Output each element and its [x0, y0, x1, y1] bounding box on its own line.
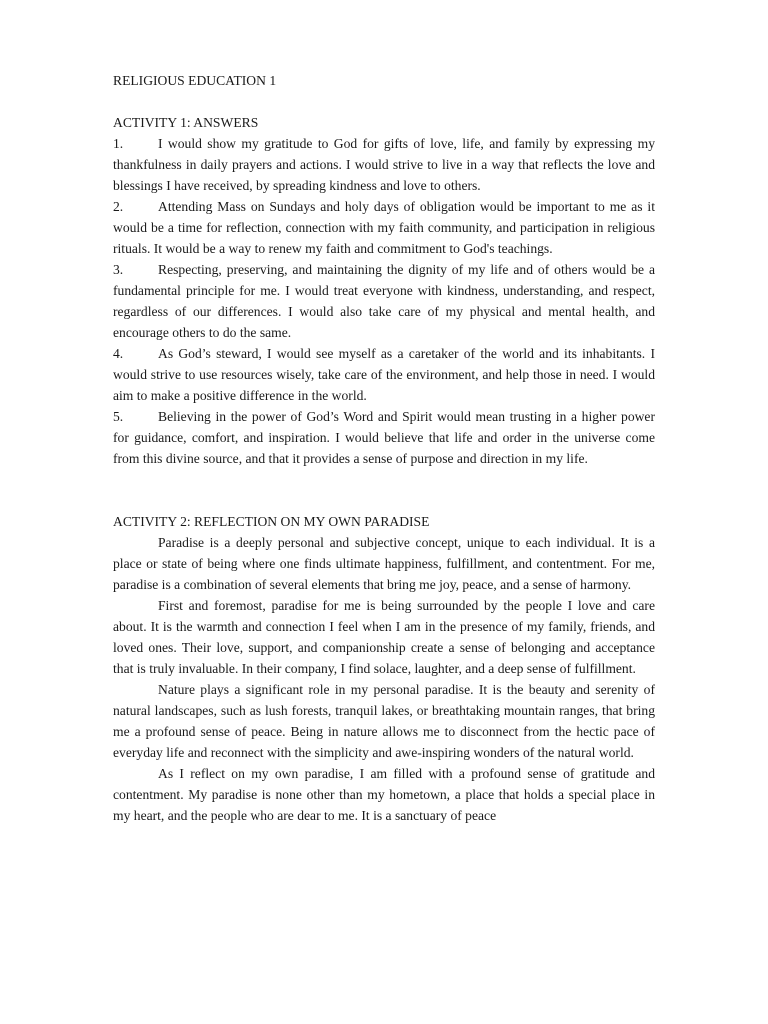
reflection-paragraph: Paradise is a deeply personal and subjective concept, unique to each individual. It is a place or state of being where one finds ultimate happiness, fulfillment, and contentment. For me, paradise is a combination of several elements that bring me joy, peace, and a sense of harmony. — [113, 535, 655, 592]
answer-item — [113, 133, 655, 196]
activity1-answers — [113, 133, 655, 469]
answer-item — [113, 343, 655, 406]
answer-text: As God’s steward, I would see myself as a caretaker of the world and its inhabitants. I would strive to use resources wisely, take care of the environment, and help those in need. I would aim to make a positive difference in the world. — [113, 346, 655, 403]
answer-text: Respecting, preserving, and maintaining the dignity of my life and of others would be a fundamental principle for me. I would treat everyone with kindness, understanding, and respect, regardless of our differences. I would also take care of my physical and mental health, and encourage others to do the same. — [113, 262, 655, 340]
answer-text: Believing in the power of God’s Word and Spirit would mean trusting in a higher power for guidance, comfort, and inspiration. I would believe that life and order in the universe come from this divine source, and that it provides a sense of purpose and direction in my life. — [113, 409, 655, 466]
document-page — [113, 70, 655, 826]
reflection-paragraph: First and foremost, paradise for me is being surrounded by the people I love and care about. It is the warmth and connection I feel when I am in the presence of my family, friends, and loved ones. Their love, support, and companionship create a sense of belonging and acceptance that is truly invaluable. In their company, I find solace, laughter, and a deep sense of fulfillment. — [113, 598, 655, 676]
answer-number: 1. — [113, 136, 124, 151]
answer-number: 4. — [113, 346, 124, 361]
answer-item — [113, 259, 655, 343]
reflection-paragraph: Nature plays a significant role in my personal paradise. It is the beauty and serenity of natural landscapes, such as lush forests, tranquil lakes, or breathtaking mountain ranges, that bring me a profound sense of peace. Being in nature allows me to disconnect from the hectic pace of everyday life and reconnect with the simplicity and awe-inspiring wonders of the natural world. — [113, 682, 655, 760]
answer-number: 5. — [113, 409, 124, 424]
activity2-heading: ACTIVITY 2: REFLECTION ON MY OWN PARADISE — [113, 514, 430, 529]
reflection-paragraph: As I reflect on my own paradise, I am filled with a profound sense of gratitude and contentment. My paradise is none other than my hometown, a place that holds a special place in my heart, and the people who are dear to me. It is a sanctuary of peace — [113, 766, 655, 823]
answer-item — [113, 406, 655, 469]
answer-text: I would show my gratitude to God for gifts of love, life, and family by expressing my thankfulness in daily prayers and actions. I would strive to live in a way that reflects the love and blessings I have received, by spreading kindness and love to others. — [113, 136, 655, 193]
activity2-body — [113, 532, 655, 826]
answer-number: 3. — [113, 262, 124, 277]
document-title: RELIGIOUS EDUCATION 1 — [113, 73, 277, 88]
answer-text: Attending Mass on Sundays and holy days of obligation would be important to me as it would be a time for reflection, connection with my faith community, and participation in religious rituals. It would be a way to renew my faith and commitment to God's teachings. — [113, 199, 655, 256]
section-spacer — [113, 469, 655, 511]
activity1-heading: ACTIVITY 1: ANSWERS — [113, 115, 259, 130]
answer-number: 2. — [113, 199, 124, 214]
answer-item — [113, 196, 655, 259]
